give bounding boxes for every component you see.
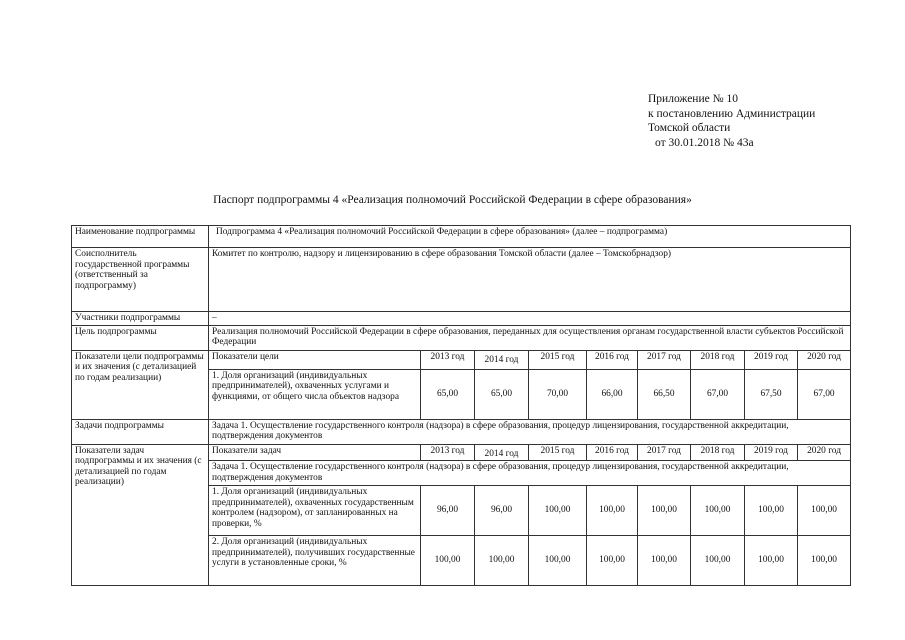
task-indicator-2-value: 100,00	[691, 536, 745, 586]
task-indicator-1-value: 100,00	[798, 486, 851, 536]
goal-indicator-1-value: 67,00	[691, 369, 745, 419]
task-indicator-1-name: 1. Доля организаций (индивидуальных предпринимателей), охваченных государственным контролем (надзором), от запланированных на проверки, %	[209, 486, 421, 536]
task-indicator-2-value: 100,00	[587, 536, 638, 586]
goal-indicator-1-value: 67,50	[745, 369, 798, 419]
year-2018: 2018 год	[691, 444, 745, 461]
year-2017: 2017 год	[638, 444, 691, 461]
appendix-line-3: Томской области	[648, 122, 731, 134]
tasks-label: Задачи подпрограммы	[72, 419, 209, 444]
task-indicators-label: Показатели задач подпрограммы и их значения (с детализацией по годам реализации)	[72, 444, 209, 586]
year-2020: 2020 год	[798, 350, 851, 369]
task-indicator-2-value: 100,00	[798, 536, 851, 586]
tasks-value: Задача 1. Осуществление государственного контроля (надзора) в сфере образования, процедур лицензирования, государственной аккредитации, подтверждения документов	[209, 419, 851, 444]
row-name	[72, 226, 851, 248]
year-2019: 2019 год	[745, 444, 798, 461]
goal-indicators-label: Показатели цели подпрограммы и их значения (с детализацией по годам реализации)	[72, 350, 209, 419]
task-indicator-1-value: 100,00	[587, 486, 638, 536]
task-indicator-1-value: 100,00	[745, 486, 798, 536]
goal-indicator-1-value: 65,00	[475, 369, 529, 419]
task-indicator-2-value: 100,00	[745, 536, 798, 586]
coexecutor-label: Соисполнитель государственной программы (ответственный за подпрограмму)	[72, 248, 209, 312]
task-indicator-1-value: 100,00	[691, 486, 745, 536]
goal-indicator-1-value: 66,00	[587, 369, 638, 419]
participants-label: Участники подпрограммы	[72, 312, 209, 326]
row-coexecutor	[72, 248, 851, 312]
task-1-title: Задача 1. Осуществление государственного контроля (надзора) в сфере образования, процедур лицензирования, государственной аккредитации, подтверждения документов	[209, 461, 851, 486]
coexecutor-value: Комитет по контролю, надзору и лицензированию в сфере образования Томской области (далее – Томскобрнадзор)	[209, 248, 851, 312]
row-task-indicators-header	[72, 444, 851, 461]
goal-label: Цель подпрограммы	[72, 325, 209, 350]
task-indicator-2-name: 2. Доля организаций (индивидуальных предпринимателей), получивших государственные услуги в установленные сроки, %	[209, 536, 421, 586]
document-title: Паспорт подпрограммы 4 «Реализация полномочий Российской Федерации в сфере образования»	[213, 194, 692, 206]
row-goal	[72, 325, 851, 350]
task-indicator-2-value: 100,00	[421, 536, 475, 586]
task-indicator-1-value: 96,00	[475, 486, 529, 536]
task-indicator-2-value: 100,00	[638, 536, 691, 586]
goal-value: Реализация полномочий Российской Федерации в сфере образования, переданных для осуществления органам государственной власти субъектов Российской Федерации	[209, 325, 851, 350]
year-2019: 2019 год	[745, 350, 798, 369]
goal-indicator-1-value: 66,50	[638, 369, 691, 419]
row-goal-indicators-header	[72, 350, 851, 369]
year-2015: 2015 год	[529, 444, 587, 461]
row-tasks	[72, 419, 851, 444]
goal-indicators-header: Показатели цели	[209, 350, 421, 369]
year-2014: 2014 год	[475, 444, 529, 461]
year-2014: 2014 год	[475, 350, 529, 369]
year-2020: 2020 год	[798, 444, 851, 461]
row-participants	[72, 312, 851, 326]
task-indicators-header: Показатели задач	[209, 444, 421, 461]
year-2013: 2013 год	[421, 444, 475, 461]
year-2016: 2016 год	[587, 350, 638, 369]
task-indicator-1-value: 100,00	[638, 486, 691, 536]
appendix-line-2: к постановлению Администрации	[648, 107, 816, 120]
year-2018: 2018 год	[691, 350, 745, 369]
name-label: Наименование подпрограммы	[72, 226, 209, 248]
task-indicator-2-value: 100,00	[475, 536, 529, 586]
year-2016: 2016 год	[587, 444, 638, 461]
year-2013: 2013 год	[421, 350, 475, 369]
goal-indicator-1-value: 65,00	[421, 369, 475, 419]
passport-table	[71, 225, 851, 586]
goal-indicator-1-name: 1. Доля организаций (индивидуальных предпринимателей), охваченных услугами и функциями, от общего числа объектов надзора	[209, 369, 421, 419]
task-indicator-2-value: 100,00	[529, 536, 587, 586]
appendix-line-4: от 30.01.2018 № 43а	[655, 136, 754, 149]
task-indicator-1-value: 100,00	[529, 486, 587, 536]
participants-value: –	[209, 312, 851, 326]
goal-indicator-1-value: 67,00	[798, 369, 851, 419]
year-2015: 2015 год	[529, 350, 587, 369]
appendix-block	[648, 92, 815, 150]
task-indicator-1-value: 96,00	[421, 486, 475, 536]
year-2017: 2017 год	[638, 350, 691, 369]
appendix-line-1: Приложение № 10	[648, 93, 738, 105]
goal-indicator-1-value: 70,00	[529, 369, 587, 419]
name-value: Подпрограмма 4 «Реализация полномочий Российской Федерации в сфере образования» (далее – подпрограмма)	[209, 226, 851, 248]
